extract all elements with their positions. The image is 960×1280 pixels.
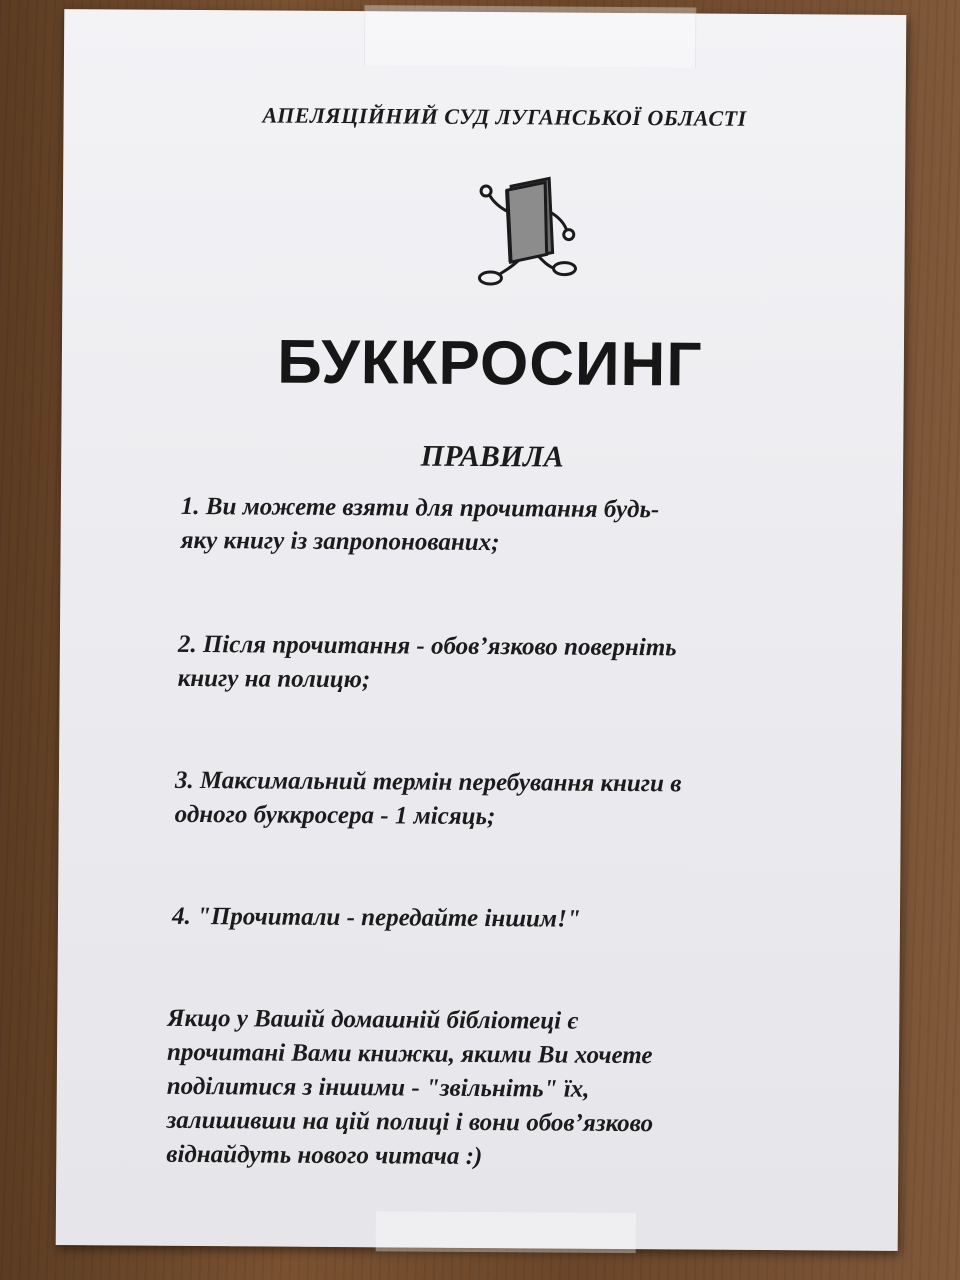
rule-line: одного буккросера - 1 місяць;	[174, 800, 496, 831]
rule-line: 4. "Прочитали - передайте іншим!"	[171, 902, 581, 933]
running-book-icon	[470, 172, 591, 293]
rule-item	[175, 764, 855, 837]
rule-item	[172, 900, 852, 939]
tape-strip-top	[364, 5, 696, 67]
poster-title: БУККРОСИНГ	[276, 327, 703, 400]
rule-line: 1. Ви можете взяти для прочитання будь-	[180, 492, 660, 524]
closing-paragraph	[166, 1002, 847, 1177]
court-name: АПЕЛЯЦІЙНИЙ СУД ЛУГАНСЬКОЇ ОБЛАСТІ	[262, 102, 747, 131]
rule-line: книгу на полицю;	[177, 664, 371, 694]
tape-strip-bottom	[376, 1211, 636, 1253]
rule-line: 2. Після прочитання - обов’язково поверніть	[177, 630, 677, 662]
closing-line: прочитані Вами книжки, якими Ви хочете	[166, 1038, 653, 1070]
closing-line: поділитися з іншими - "звільніть" їх,	[166, 1072, 590, 1103]
rules-heading: ПРАВИЛА	[420, 439, 564, 474]
closing-line: Якщо у Вашій домашній бібліотеці є	[167, 1004, 578, 1035]
rule-item	[180, 490, 860, 563]
closing-line: залишивши на цій полиці і вони обов’язково	[166, 1106, 654, 1138]
poster-sheet	[56, 9, 907, 1251]
rule-line: 3. Максимальний термін перебування книги в	[174, 766, 682, 798]
closing-line: віднайдуть нового читача :)	[166, 1140, 483, 1171]
rule-item	[178, 628, 858, 701]
rule-line: яку книгу із запропонованих;	[180, 526, 500, 557]
